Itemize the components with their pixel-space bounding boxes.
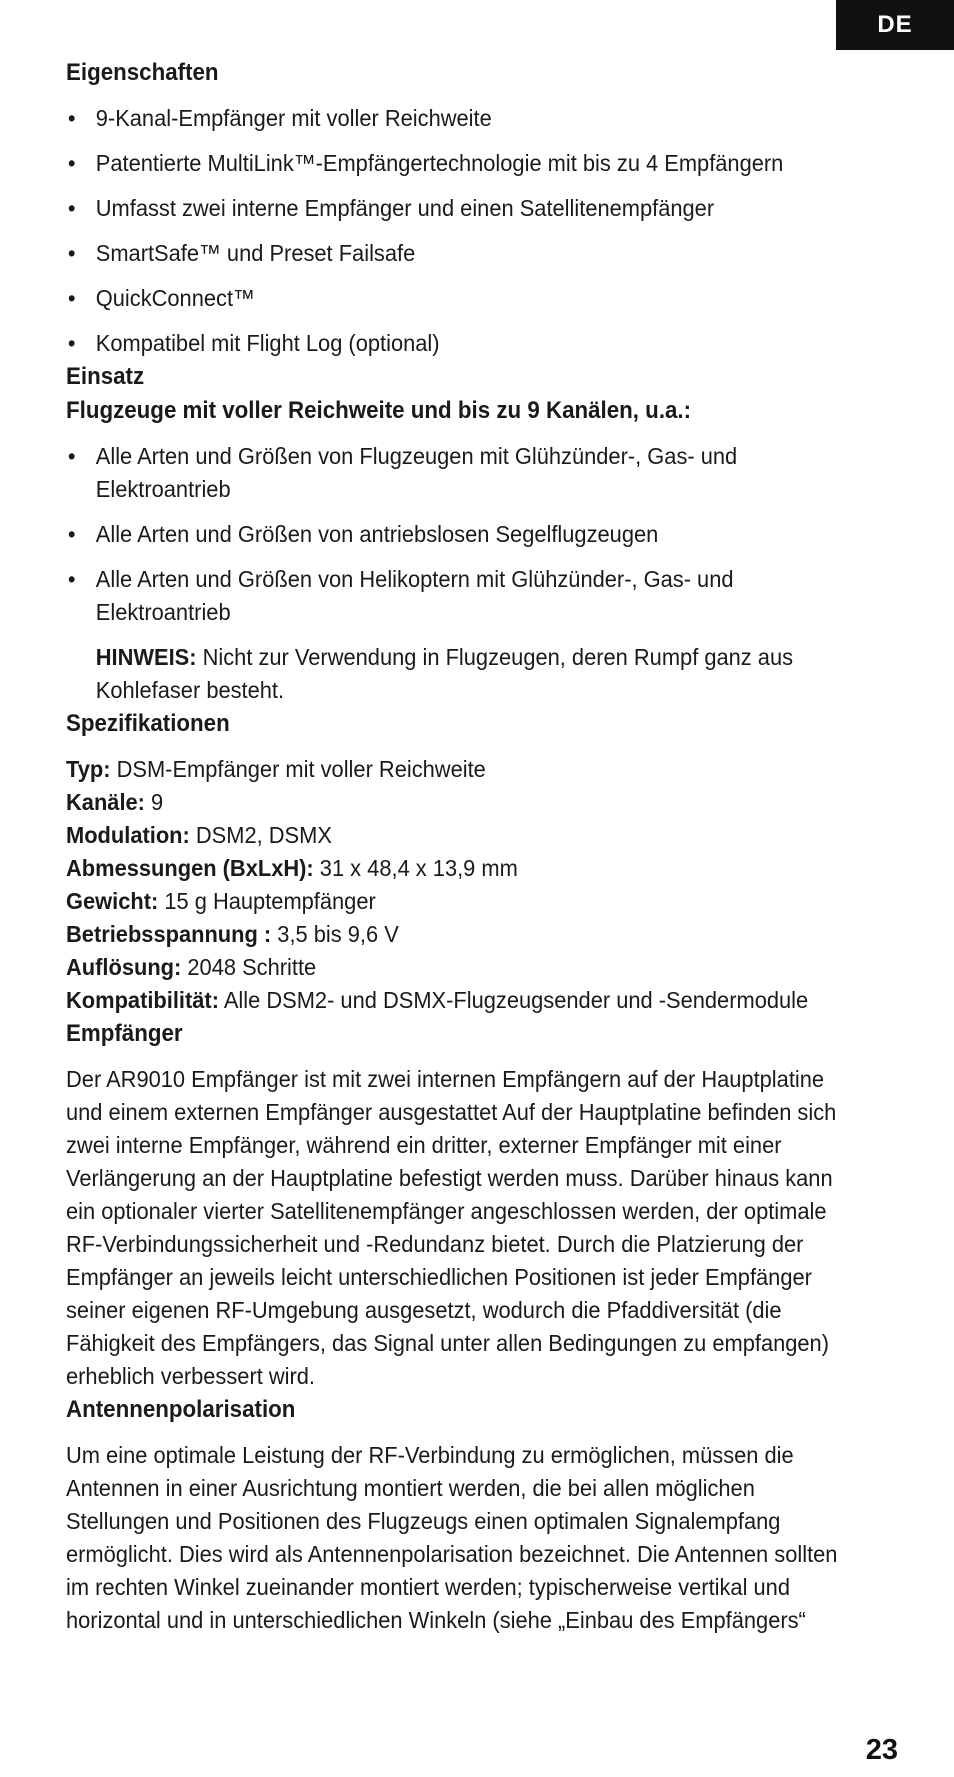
section-title-eigenschaften: Eigenschaften — [66, 59, 219, 86]
bullet-icon: • — [67, 240, 76, 266]
spec-row: Gewicht: 15 g Hauptempfänger — [66, 888, 376, 914]
bullet-icon: • — [67, 330, 76, 356]
language-tab: DE — [836, 0, 954, 50]
section-title-empfaenger: Empfänger — [66, 1020, 183, 1047]
spec-row: Kanäle: 9 — [66, 789, 164, 815]
usage-list — [66, 440, 838, 629]
list-item: • 9-Kanal-Empfänger mit voller Reichweite — [66, 102, 838, 135]
list-item: • Alle Arten und Größen von Flugzeugen mit Glühzünder-, Gas- und Elektroantrieb — [66, 440, 838, 506]
list-item: • Alle Arten und Größen von Helikoptern mit Glühzünder-, Gas- und Elektroantrieb — [66, 563, 838, 629]
features-list — [66, 102, 838, 360]
bullet-icon: • — [67, 150, 76, 176]
list-item: • Umfasst zwei interne Empfänger und einen Satellitenempfänger — [66, 192, 838, 225]
spec-row: Typ: DSM-Empfänger mit voller Reichweite — [66, 756, 486, 782]
bullet-icon: • — [67, 195, 76, 221]
document-page — [66, 56, 838, 1637]
section-subtitle-einsatz: Flugzeuge mit voller Reichweite und bis zu 9 Kanälen, u.a.: — [66, 397, 692, 424]
list-item: • Kompatibel mit Flight Log (optional) — [66, 327, 838, 360]
section-title-einsatz: Einsatz — [66, 363, 145, 390]
note-text: Nicht zur Verwendung in Flugzeugen, deren Rumpf ganz aus Kohlefaser besteht. — [95, 644, 794, 703]
bullet-icon: • — [67, 521, 76, 547]
note-label: HINWEIS: — [95, 644, 197, 670]
spec-block — [66, 753, 838, 1017]
bullet-icon: • — [67, 285, 76, 311]
bullet-icon: • — [67, 443, 76, 469]
list-item: • Alle Arten und Größen von antriebslosen Segelflugzeugen — [66, 518, 838, 551]
paragraph-antennenpolarisation: Um eine optimale Leistung der RF-Verbindung zu ermöglichen, müssen die Antennen in einer Ausrichtung montiert werden, die bei allen möglichen Stellungen und Positionen des Flugzeugs einen optimalen Signalempfang ermöglicht. Dies wird als Antennenpolarisation bezeichnet. Die Antennen sollten im rechten Winkel zueinander montiert werden; typischerweise vertikal und horizontal und in unterschiedlichen Winkeln (siehe „Einbau des Empfängers“ — [66, 1442, 838, 1633]
paragraph-empfaenger: Der AR9010 Empfänger ist mit zwei internen Empfängern auf der Hauptplatine und einem externen Empfänger ausgestattet Auf der Hauptplatine befinden sich zwei interne Empfänger, während ein dritter, externer Empfänger mit einer Verlängerung an der Hauptplatine befestigt werden muss. Darüber hinaus kann ein optionaler vierter Satellitenempfänger angeschlossen werden, der optimale RF-Verbindungssicherheit und -Redundanz bietet. Durch die Platzierung der Empfänger an jeweils leicht unterschiedlichen Positionen ist jeder Empfänger seiner eigenen RF-Umgebung ausgesetzt, wodurch die Pfaddiversität (die Fähigkeit des Empfängers, das Signal unter allen Bedingungen zu empfangen) erheblich verbessert wird. — [66, 1066, 837, 1389]
bullet-icon: • — [67, 105, 76, 131]
section-title-antennenpolarisation: Antennenpolarisation — [66, 1396, 296, 1423]
page-number: 23 — [865, 1734, 898, 1766]
spec-row: Auflösung: 2048 Schritte — [66, 954, 317, 980]
spec-row: Kompatibilität: Alle DSM2- und DSMX-Flugzeugsender und -Sendermodule — [66, 987, 809, 1013]
list-item: • QuickConnect™ — [66, 282, 838, 315]
list-item: • SmartSafe™ und Preset Failsafe — [66, 237, 838, 270]
bullet-icon: • — [67, 566, 76, 592]
note — [66, 641, 838, 707]
spec-row: Modulation: DSM2, DSMX — [66, 822, 332, 848]
spec-row: Abmessungen (BxLxH): 31 x 48,4 x 13,9 mm — [66, 855, 518, 881]
section-title-spezifikationen: Spezifikationen — [66, 710, 230, 737]
spec-row: Betriebsspannung : 3,5 bis 9,6 V — [66, 921, 399, 947]
list-item: • Patentierte MultiLink™-Empfängertechnologie mit bis zu 4 Empfängern — [66, 147, 838, 180]
